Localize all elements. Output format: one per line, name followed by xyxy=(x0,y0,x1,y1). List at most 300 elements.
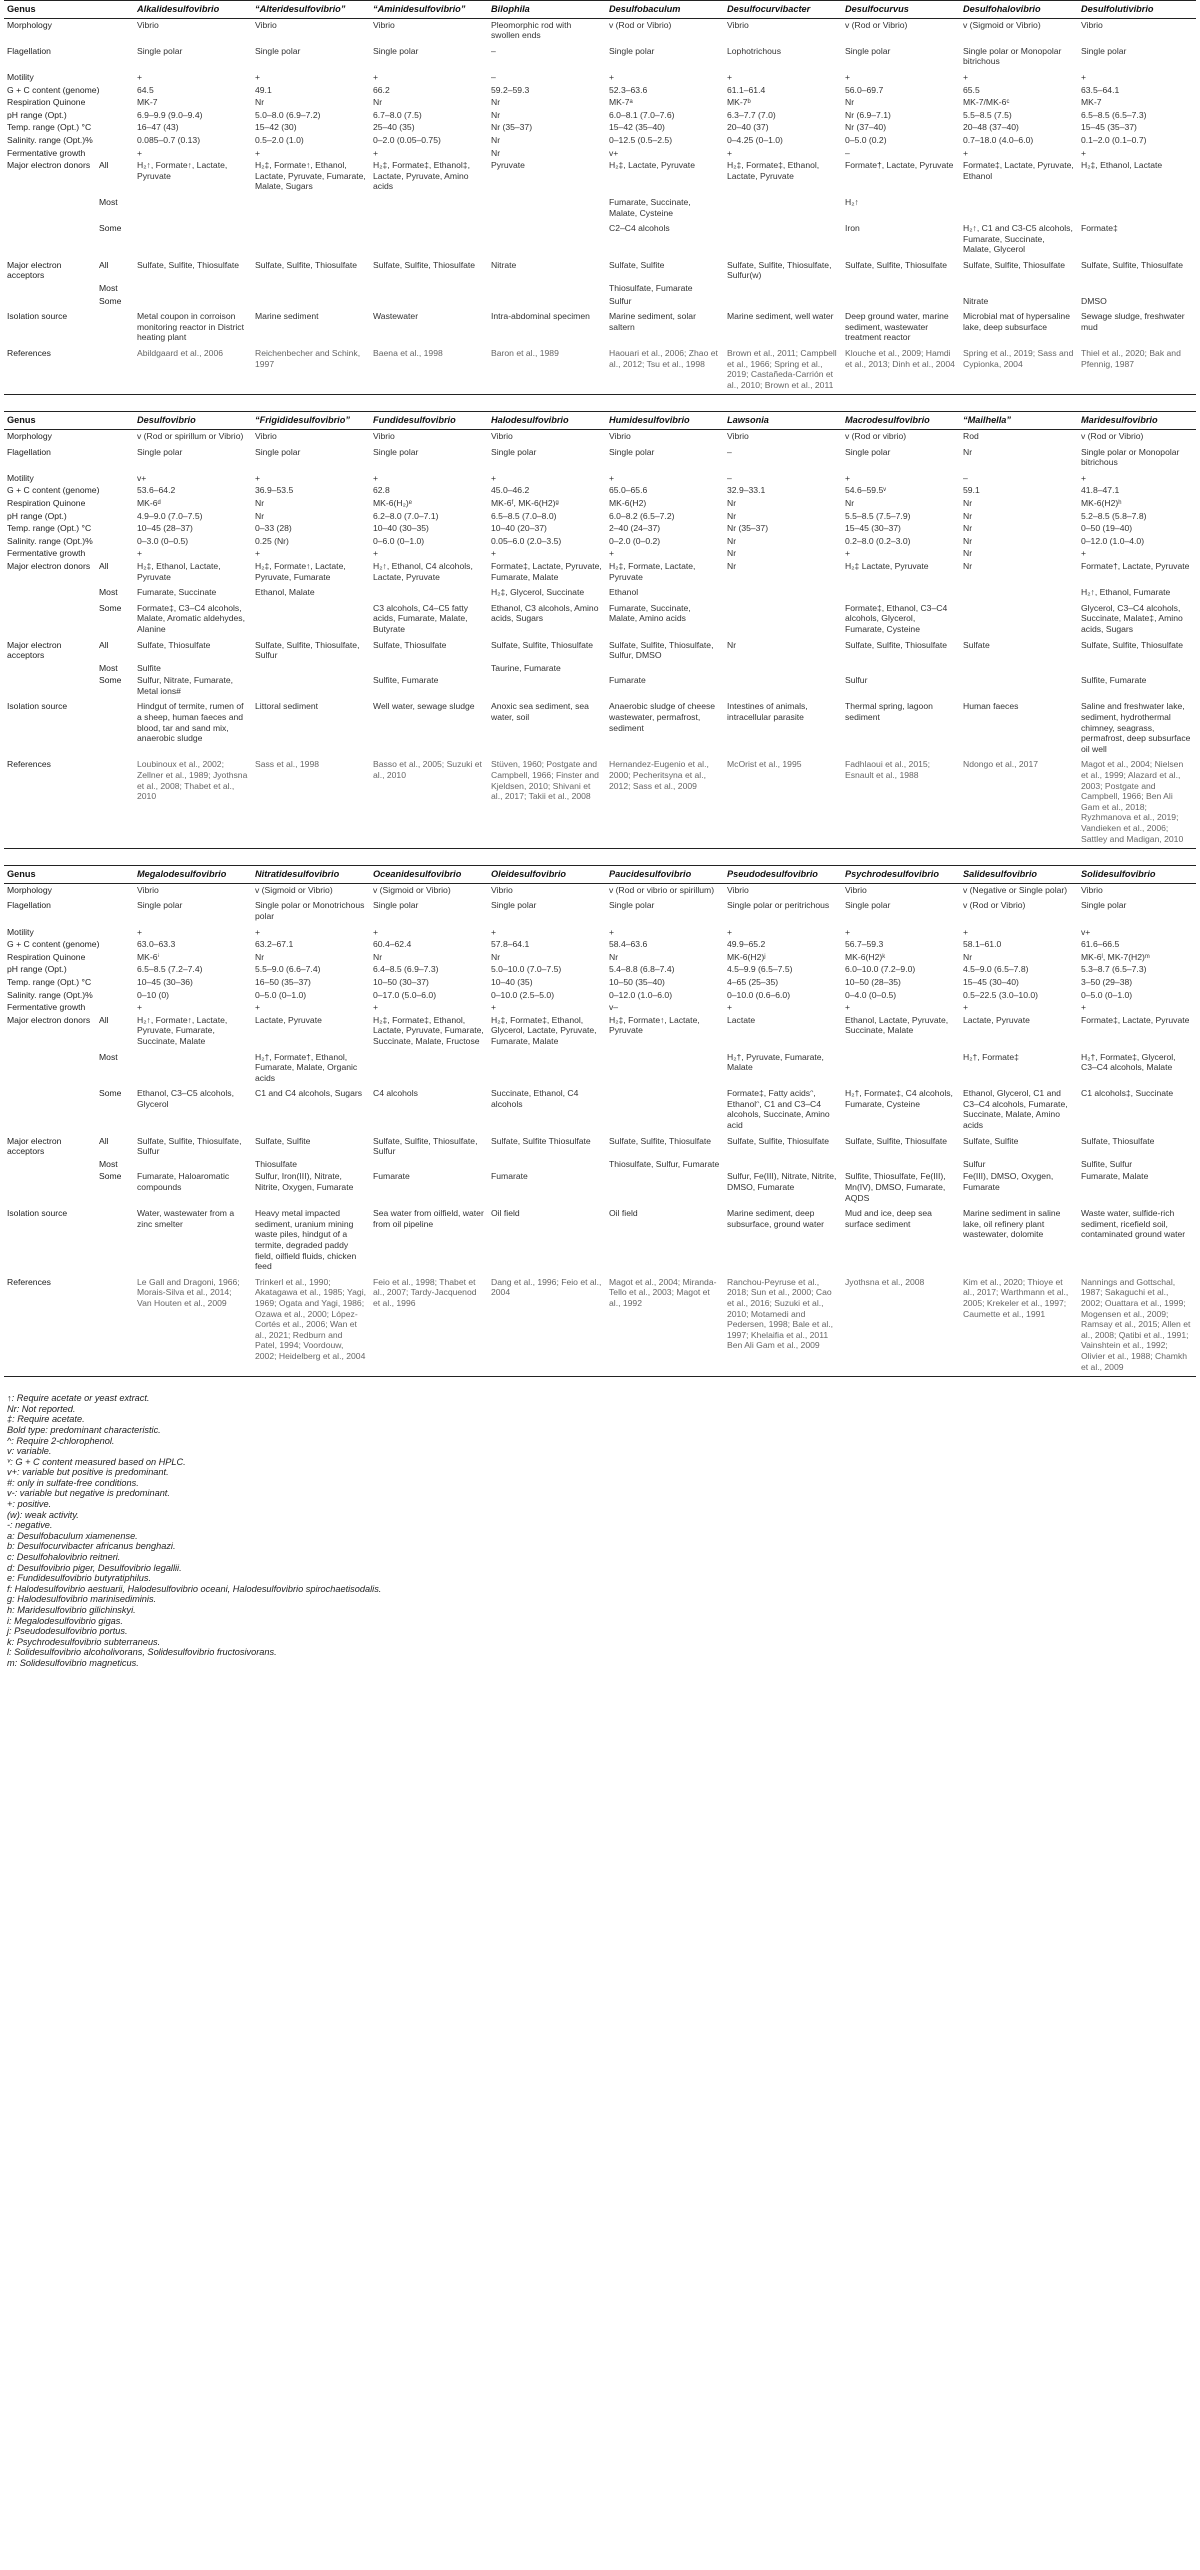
trait-cell: Marine sediment xyxy=(255,311,319,322)
trait-cell: Baena et al., 1998 xyxy=(370,344,488,395)
trait-cell: Water, wastewater from a zinc smelter xyxy=(137,1208,235,1229)
footnote-line: k: Psychrodesulfovibrio subterraneus. xyxy=(7,1636,161,1647)
trait-label: G + C content (genome) xyxy=(7,84,100,95)
trait-cell: Fumarate, Malate xyxy=(1081,1171,1149,1182)
genus-column-header: Desulfohalovibrio xyxy=(960,1,1078,19)
trait-cell: Nr xyxy=(255,510,265,521)
trait-cell: Basso et al., 2005; Suzuki et al., 2010 xyxy=(370,755,488,848)
trait-label: Motility xyxy=(7,472,34,483)
footnote-line: h: Maridesulfovibrio gilichinskyi. xyxy=(7,1605,136,1615)
trait-cell: + xyxy=(845,472,851,483)
trait-cell: 0.25 (Nr) xyxy=(255,535,289,546)
genus-header-label: Genus xyxy=(4,1,134,19)
trait-cell xyxy=(252,599,370,636)
trait-cell: – xyxy=(963,472,968,483)
trait-row-salinity xyxy=(4,134,1196,147)
footnote-line: ↑: Require acetate or yeast extract. xyxy=(7,1393,150,1404)
trait-cell: – xyxy=(727,472,732,483)
trait-cell: Pyruvate xyxy=(491,160,525,171)
trait-cell: Sulfate, Sulfite xyxy=(609,259,665,270)
trait-cell: v+ xyxy=(137,472,147,483)
trait-cell: Fadhlaoui et al., 2015; Esnault et al., 1988 xyxy=(842,755,960,848)
trait-label: Motility xyxy=(7,926,34,937)
genus-column-header: “Alteridesulfovibrio” xyxy=(252,1,370,19)
trait-cell: 6.7–8.0 (7.5) xyxy=(373,109,422,120)
trait-cell: 15–45 (35–37) xyxy=(1081,122,1137,133)
trait-cell: H₂†, Formate‡, Glycerol, C3–C4 alcohols, Malate xyxy=(1081,1051,1176,1073)
trait-cell xyxy=(252,219,370,256)
trait-label xyxy=(4,295,96,308)
trait-cell: H₂‡, Formate↑, Lactate, Pyruvate xyxy=(609,1014,700,1036)
footnote-line: b: Desulfocurvibacter africanus benghazi. xyxy=(7,1541,176,1552)
trait-cell: + xyxy=(845,548,851,559)
trait-cell: v (Rod or Vibrio) xyxy=(845,19,908,30)
trait-cell: 56.0–69.7 xyxy=(845,84,884,95)
footnote-line: i: Megalodesulfovibrio gigas. xyxy=(7,1615,123,1626)
trait-label xyxy=(4,674,96,697)
trait-cell xyxy=(252,295,370,308)
trait-cell: 5.5–8.5 (7.5–7.9) xyxy=(845,510,911,521)
trait-label: Motility xyxy=(7,71,34,82)
trait-cell: Sulfate, Sulfite, Thiosulfate xyxy=(1081,259,1184,270)
trait-cell: Stüven, 1960; Postgate and Campbell, 1966; Finster and Kjeldsen, 2010; Shivani et al., 2017; Takii et al., 2008 xyxy=(488,755,606,848)
trait-cell: Single polar xyxy=(255,446,301,457)
trait-row-donor-most xyxy=(4,193,1196,219)
trait-row-refs xyxy=(4,344,1196,395)
footnote-line: -: negative. xyxy=(7,1520,53,1531)
trait-cell xyxy=(370,662,488,675)
trait-cell: Fumarate, Succinate xyxy=(137,587,217,598)
trait-cell: + xyxy=(255,926,261,937)
trait-cell: Loubinoux et al., 2002; Zellner et al., 1989; Jyothsna et al., 2008; Thabet et al., 2010 xyxy=(134,755,252,848)
trait-cell: Sulfate, Sulfite xyxy=(255,1135,311,1146)
trait-cell: + xyxy=(1081,1002,1087,1013)
trait-cell: MK-7ᵇ xyxy=(727,97,751,108)
trait-cell: Vibrio xyxy=(727,884,749,895)
trait-cell: Anaerobic sludge of cheese wastewater, permafrost, sediment xyxy=(609,701,716,733)
trait-cell xyxy=(370,193,488,219)
footnote-line: e: Fundidesulfovibrio butyratiphilus. xyxy=(7,1573,152,1584)
trait-cell: + xyxy=(727,147,733,158)
trait-cell: Lactate xyxy=(727,1014,756,1025)
trait-label: Morphology xyxy=(7,19,52,30)
footnote-line: v: variable. xyxy=(7,1446,52,1457)
trait-row-gc xyxy=(4,84,1196,97)
trait-cell: + xyxy=(373,548,379,559)
trait-row-ph xyxy=(4,510,1196,523)
trait-table-block xyxy=(4,411,1196,849)
trait-cell: MK-6(H2)ʰ xyxy=(1081,497,1122,508)
trait-cell: Formate‡, Lactate, Pyruvate, Ethanol xyxy=(963,160,1074,181)
trait-label: References xyxy=(4,755,134,848)
trait-cell: 0–10.0 (0.6–6.0) xyxy=(727,989,791,1000)
trait-cell: 45.0–46.2 xyxy=(491,485,530,496)
genus-column-header: Psychrodesulfovibrio xyxy=(842,866,960,884)
trait-cell: Formate†, Lactate, Pyruvate xyxy=(845,160,954,171)
trait-row-refs xyxy=(4,755,1196,848)
trait-cell: + xyxy=(373,147,379,158)
trait-cell: Vibrio xyxy=(137,19,159,30)
trait-cell: + xyxy=(727,1002,733,1013)
trait-cell: MK-6(H₂)ᵉ xyxy=(373,497,412,508)
trait-cell: 6.9–9.9 (9.0–9.4) xyxy=(137,109,203,120)
genus-column-header: Desulfobaculum xyxy=(606,1,724,19)
trait-row-acc-most xyxy=(4,662,1196,675)
trait-cell: 49.9–65.2 xyxy=(727,939,766,950)
trait-cell: MK-6ˡ, MK-7(H2)ᵐ xyxy=(1081,951,1150,962)
trait-cell: + xyxy=(1081,472,1087,483)
genus-column-header: “Mailhella” xyxy=(960,412,1078,430)
trait-cell: 62.8 xyxy=(373,485,390,496)
trait-row-flagellation xyxy=(4,443,1196,469)
trait-cell: Nr xyxy=(963,548,973,559)
trait-cell: + xyxy=(727,71,733,82)
trait-cell: 64.5 xyxy=(137,84,154,95)
genus-column-header: Solidesulfovibrio xyxy=(1078,866,1196,884)
trait-label: References xyxy=(4,1273,134,1377)
trait-cell: 6.5–8.5 (7.0–8.0) xyxy=(491,510,557,521)
trait-cell: Metal coupon in corroison monitoring reactor in District heating plant xyxy=(137,311,244,343)
trait-label: G + C content (genome) xyxy=(7,939,100,950)
trait-cell: 6.0–8.2 (6.5–7.2) xyxy=(609,510,675,521)
trait-cell: v (Negative or Single polar) xyxy=(963,884,1068,895)
trait-cell: McOrist et al., 1995 xyxy=(724,755,842,848)
trait-cell: Sulfur, Nitrate, Fumarate, Metal ions# xyxy=(137,675,233,696)
trait-tables xyxy=(4,0,1196,1393)
trait-cell: Nr xyxy=(963,446,973,457)
trait-row-donor-some xyxy=(4,599,1196,636)
trait-cell xyxy=(488,674,606,697)
trait-row-acc-some xyxy=(4,674,1196,697)
trait-cell: 0–5.0 (0–1.0) xyxy=(1081,989,1133,1000)
trait-cell: Sulfite, Sulfur xyxy=(1081,1158,1133,1169)
footnote-line: g: Halodesulfovibrio marinisediminis. xyxy=(7,1594,157,1605)
genus-column-header: Desulfovibrio xyxy=(134,412,252,430)
trait-cell: Formate‡ xyxy=(1081,223,1118,234)
trait-cell: Nr xyxy=(963,535,973,546)
trait-cell: Nitrate xyxy=(963,295,989,306)
trait-label: Morphology xyxy=(7,884,52,895)
trait-cell: Oil field xyxy=(491,1208,520,1219)
trait-cell: H₂†, Pyruvate, Fumarate, Malate xyxy=(727,1051,824,1073)
trait-row-gc xyxy=(4,484,1196,497)
trait-cell: Sulfate, Thiosulfate xyxy=(137,639,211,650)
trait-cell: – xyxy=(845,147,850,158)
trait-cell: 2–40 (24–37) xyxy=(609,523,661,534)
trait-cell xyxy=(370,583,488,599)
trait-row-ferm xyxy=(4,547,1196,560)
trait-cell: 10–40 (35) xyxy=(491,976,533,987)
trait-cell: Sulfate, Sulfite, Thiosulfate, Sulfur, DMSO xyxy=(609,639,714,661)
trait-cell: Sulfur xyxy=(609,295,632,306)
genus-column-header: Salidesulfovibrio xyxy=(960,866,1078,884)
footnotes xyxy=(7,1393,1196,1668)
trait-cell: Single polar or Monopolar bitrichous xyxy=(963,45,1062,67)
trait-sublabel: All xyxy=(99,1135,109,1146)
trait-cell: Sulfate, Sulfite, Thiosulfate xyxy=(609,1135,712,1146)
trait-cell: 15–42 (30) xyxy=(255,122,297,133)
trait-cell: H₂↑, Formate↑, Lactate, Pyruvate xyxy=(137,160,228,181)
trait-cell: Intra-abdominal specimen xyxy=(491,311,590,322)
trait-cell: 6.4–8.5 (6.9–7.3) xyxy=(373,964,439,975)
trait-cell: Sulfate, Sulfite, Thiosulfate xyxy=(491,639,594,650)
trait-cell xyxy=(370,295,488,308)
trait-cell: 58.1–61.0 xyxy=(963,939,1002,950)
footnote-line: ^: Require 2-chlorophenol. xyxy=(7,1435,115,1446)
footnote-line: ᵛ: G + C content measured based on HPLC. xyxy=(7,1456,186,1467)
trait-cell: H₂↑, Formate↑, Lactate, Pyruvate, Fumarate, Succinate, Malate xyxy=(137,1014,228,1046)
trait-cell: 10–45 (30–36) xyxy=(137,976,193,987)
trait-label: G + C content (genome) xyxy=(7,485,100,496)
trait-label: Fermentative growth xyxy=(7,1002,86,1013)
trait-cell: 25–40 (35) xyxy=(373,122,415,133)
trait-cell xyxy=(606,1048,724,1085)
genus-column-header: Fundidesulfovibrio xyxy=(370,412,488,430)
trait-cell: Vibrio xyxy=(137,884,159,895)
trait-cell xyxy=(960,674,1078,697)
trait-cell: + xyxy=(137,926,143,937)
trait-cell: Nr xyxy=(373,97,383,108)
trait-cell: Brown et al., 2011; Campbell et al., 1966; Spring et al., 2019; Castañeda-Carrión et al., 2010; Brown et al., 2011 xyxy=(724,344,842,395)
trait-cell: + xyxy=(845,926,851,937)
trait-label: pH range (Opt.) xyxy=(7,109,67,120)
footnote-line: m: Solidesulfovibrio magneticus. xyxy=(7,1657,139,1668)
trait-cell: 0.7–18.0 (4.0–6.0) xyxy=(963,134,1034,145)
genus-column-header: Megalodesulfovibrio xyxy=(134,866,252,884)
trait-label: Respiration Quinone xyxy=(7,951,86,962)
footnote-line: Bold type: predominant characteristic. xyxy=(7,1424,161,1435)
genus-header-label: Genus xyxy=(4,412,134,430)
trait-cell: Ethanol xyxy=(609,587,639,598)
trait-cell: Wastewater xyxy=(373,311,419,322)
trait-cell xyxy=(370,1048,488,1085)
trait-cell xyxy=(842,295,960,308)
trait-row-flagellation xyxy=(4,42,1196,68)
trait-cell: 66.2 xyxy=(373,84,390,95)
trait-sublabel: All xyxy=(99,560,109,571)
trait-cell: 52.3–63.6 xyxy=(609,84,648,95)
trait-cell xyxy=(960,282,1078,295)
trait-sublabel: Some xyxy=(99,223,122,234)
trait-cell: + xyxy=(1081,147,1087,158)
trait-cell: Single polar or peritrichous xyxy=(727,900,830,911)
trait-cell: Nr xyxy=(963,497,973,508)
trait-cell: H₂‡, Ethanol, Lactate, Pyruvate xyxy=(137,560,221,582)
trait-cell: 4.5–9.9 (6.5–7.5) xyxy=(727,964,793,975)
trait-cell: Nr xyxy=(255,497,265,508)
footnote-line: Nr: Not reported. xyxy=(7,1403,76,1414)
genus-column-header: Pseudodesulfovibrio xyxy=(724,866,842,884)
trait-cell: Nr xyxy=(491,109,501,120)
trait-sublabel: Most xyxy=(99,1158,118,1169)
trait-cell: 0–12.5 (0.5–2.5) xyxy=(609,134,673,145)
trait-cell: 4–65 (25–35) xyxy=(727,976,779,987)
trait-cell: Taurine, Fumarate xyxy=(491,662,561,673)
trait-cell: Single polar xyxy=(845,446,891,457)
trait-cell: Nr xyxy=(963,523,973,534)
trait-cell: Single polar xyxy=(137,900,183,911)
trait-cell: + xyxy=(609,548,615,559)
trait-cell: Nr xyxy=(963,951,973,962)
trait-row-donor-most xyxy=(4,1048,1196,1085)
trait-cell: Single polar xyxy=(137,45,183,56)
trait-cell: Sulfite xyxy=(137,662,161,673)
trait-cell: 5.5–8.5 (7.5) xyxy=(963,109,1012,120)
trait-cell: Lactate, Pyruvate xyxy=(255,1014,322,1025)
trait-cell: H₂‡, Formate‡, Ethanol‡, Lactate, Pyruvate, Amino acids xyxy=(373,160,470,192)
trait-cell: + xyxy=(373,472,379,483)
trait-cell xyxy=(724,599,842,636)
trait-cell: Thiosulfate, Sulfur, Fumarate xyxy=(609,1158,720,1169)
trait-row-acc-all xyxy=(4,636,1196,662)
trait-cell: Single polar xyxy=(373,446,419,457)
trait-label: pH range (Opt.) xyxy=(7,510,67,521)
trait-cell xyxy=(1078,662,1196,675)
trait-cell: Sulfate, Sulfite, Thiosulfate, Sulfur xyxy=(137,1135,242,1157)
trait-cell: Single polar xyxy=(373,45,419,56)
trait-cell: Thiosulfate, Fumarate xyxy=(609,283,693,294)
trait-cell: + xyxy=(373,1002,379,1013)
trait-cell: Le Gall and Dragoni, 1966; Morais-Silva et al., 2014; Van Houten et al., 2009 xyxy=(134,1273,252,1377)
trait-cell xyxy=(842,1048,960,1085)
trait-row-temp xyxy=(4,976,1196,989)
trait-cell: Ranchou-Peyruse et al., 2018; Sun et al., 2000; Cao et al., 2016; Suzuki et al., 2010; Motamedi and Pedersen, 1998; Bale et al., 1997; Khelaifia et al., 2011 Ben Ali Gam et al., 2009 xyxy=(724,1273,842,1377)
trait-cell: H₂‡, Ethanol, Lactate xyxy=(1081,160,1163,171)
trait-cell xyxy=(724,583,842,599)
trait-label: Major electron acceptors xyxy=(7,259,62,281)
trait-cell: – xyxy=(727,446,732,457)
trait-row-donor-all xyxy=(4,560,1196,583)
trait-cell: v (Rod or Vibrio) xyxy=(963,900,1026,911)
trait-cell xyxy=(252,193,370,219)
footnote-line: c: Desulfohalovibrio reitneri. xyxy=(7,1552,121,1563)
trait-cell: Magot et al., 2004; Miranda-Tello et al., 2003; Magot et al., 1992 xyxy=(606,1273,724,1377)
trait-cell xyxy=(488,219,606,256)
trait-sublabel: All xyxy=(99,160,109,171)
trait-label: pH range (Opt.) xyxy=(7,964,67,975)
trait-cell: 20–48 (37–40) xyxy=(963,122,1019,133)
trait-cell: Sulfate, Sulfite, Thiosulfate xyxy=(255,259,358,270)
trait-cell: + xyxy=(963,147,969,158)
trait-sublabel: Some xyxy=(99,1171,122,1182)
trait-cell xyxy=(252,282,370,295)
trait-cell: 0–12.0 (1.0–4.0) xyxy=(1081,535,1145,546)
trait-cell: Sulfate, Sulfite, Thiosulfate xyxy=(963,259,1066,270)
trait-cell: Sass et al., 1998 xyxy=(252,755,370,848)
trait-cell: v (Rod or Vibrio) xyxy=(1081,431,1144,441)
trait-row-salinity xyxy=(4,989,1196,1002)
trait-cell: Waste water, sulfide-rich sediment, ricefield soil, contaminated ground water xyxy=(1081,1208,1186,1240)
trait-cell xyxy=(606,1084,724,1131)
trait-cell: Rod xyxy=(963,431,979,441)
trait-cell xyxy=(134,1158,252,1171)
trait-cell: Nr xyxy=(727,639,737,650)
trait-cell: 0–10 (0) xyxy=(137,989,170,1000)
trait-cell: 0.1–2.0 (0.1–0.7) xyxy=(1081,134,1147,145)
trait-cell: Single polar or Monotrichous polar xyxy=(255,900,365,921)
trait-cell: Vibrio xyxy=(491,884,513,895)
trait-cell: Vibrio xyxy=(727,431,749,441)
trait-cell: 0–5.0 (0.2) xyxy=(845,134,887,145)
trait-cell: Vibrio xyxy=(1081,884,1103,895)
trait-cell: Nr xyxy=(491,134,501,145)
trait-cell: 53.6–64.2 xyxy=(137,485,176,496)
trait-cell: Microbial mat of hypersaline lake, deep subsurface xyxy=(963,311,1070,332)
trait-row-ferm xyxy=(4,1001,1196,1014)
trait-cell: Nitrate xyxy=(491,259,517,270)
trait-cell xyxy=(488,295,606,308)
trait-cell: MK-7ᵃ xyxy=(609,97,633,108)
trait-cell: v+ xyxy=(1081,926,1091,937)
trait-cell: Vibrio xyxy=(373,19,395,30)
trait-cell: 0–10.0 (2.5–5.0) xyxy=(491,989,555,1000)
trait-cell xyxy=(134,295,252,308)
trait-cell: + xyxy=(255,71,261,82)
footnote-line: f: Halodesulfovibrio aestuarii, Halodesulfovibrio oceani, Halodesulfovibrio spirochaetisodalis. xyxy=(7,1583,382,1594)
trait-cell: Deep ground water, marine sediment, wastewater treatment reactor xyxy=(845,311,949,343)
trait-cell: Single polar xyxy=(609,45,655,56)
trait-sublabel: All xyxy=(99,639,109,650)
trait-cell: Nr xyxy=(963,510,973,521)
trait-cell: Nr xyxy=(727,535,737,546)
trait-cell: Single polar xyxy=(609,900,655,911)
trait-cell: Nannings and Gottschal, 1987; Sakaguchi et al., 2002; Ouattara et al., 1999; Mogensen et al., 2009; Ramsay et al., 2015; Allen et al., 2008; Qatibi et al., 1991; Vainshtein et al., 1992; Olivier et al., 1988; Chamkh et al., 2009 xyxy=(1078,1273,1196,1377)
trait-cell: Intestines of animals, intracellular parasite xyxy=(727,701,808,723)
trait-table-block xyxy=(4,865,1196,1377)
trait-cell: 5.0–10.0 (7.0–7.5) xyxy=(491,964,562,975)
trait-cell: Nr xyxy=(963,560,973,571)
trait-row-donor-most xyxy=(4,583,1196,599)
trait-cell: 0–17.0 (5.0–6.0) xyxy=(373,989,437,1000)
trait-label: Respiration Quinone xyxy=(7,497,86,508)
footnote-line: #: only in sulfate-free conditions. xyxy=(7,1477,139,1488)
trait-label xyxy=(4,1158,96,1171)
trait-cell: 0–50 (19–40) xyxy=(1081,523,1133,534)
trait-cell: MK-6ⁱ xyxy=(137,951,160,962)
trait-sublabel: All xyxy=(99,1014,109,1025)
trait-row-motility xyxy=(4,68,1196,84)
trait-cell: + xyxy=(255,147,261,158)
genus-column-header: Paucidesulfovibrio xyxy=(606,866,724,884)
trait-cell: 10–50 (30–37) xyxy=(373,976,429,987)
trait-cell: 63.2–67.1 xyxy=(255,939,294,950)
trait-cell: MK-6(H2) xyxy=(609,497,647,508)
trait-row-salinity xyxy=(4,535,1196,548)
trait-cell: 49.1 xyxy=(255,84,272,95)
trait-row-donor-all xyxy=(4,159,1196,193)
trait-cell: + xyxy=(137,71,143,82)
trait-cell: Sulfur, Fe(III), Nitrate, Nitrite, DMSO, Fumarate xyxy=(727,1171,837,1193)
trait-row-morphology xyxy=(4,18,1196,42)
trait-cell xyxy=(488,1158,606,1171)
footnote-line: v-: variable but negative is predominant. xyxy=(7,1488,170,1499)
trait-cell: Single polar xyxy=(373,900,419,911)
trait-cell xyxy=(724,282,842,295)
trait-cell: Nr xyxy=(491,97,501,108)
genus-column-header: Halodesulfovibrio xyxy=(488,412,606,430)
trait-row-ferm xyxy=(4,147,1196,160)
trait-cell: Lactate, Pyruvate xyxy=(963,1014,1030,1025)
trait-cell: Sulfate, Sulfite, Thiosulfate xyxy=(727,1135,830,1146)
trait-cell: Single polar xyxy=(491,446,537,457)
trait-cell: 6.2–8.0 (7.0–7.1) xyxy=(373,510,439,521)
trait-cell: + xyxy=(963,926,969,937)
trait-cell: 16–47 (43) xyxy=(137,122,179,133)
genus-header-label: Genus xyxy=(4,866,134,884)
trait-cell: Sulfate, Thiosulfate xyxy=(373,639,447,650)
trait-cell xyxy=(842,662,960,675)
trait-cell: Single polar xyxy=(845,45,891,56)
